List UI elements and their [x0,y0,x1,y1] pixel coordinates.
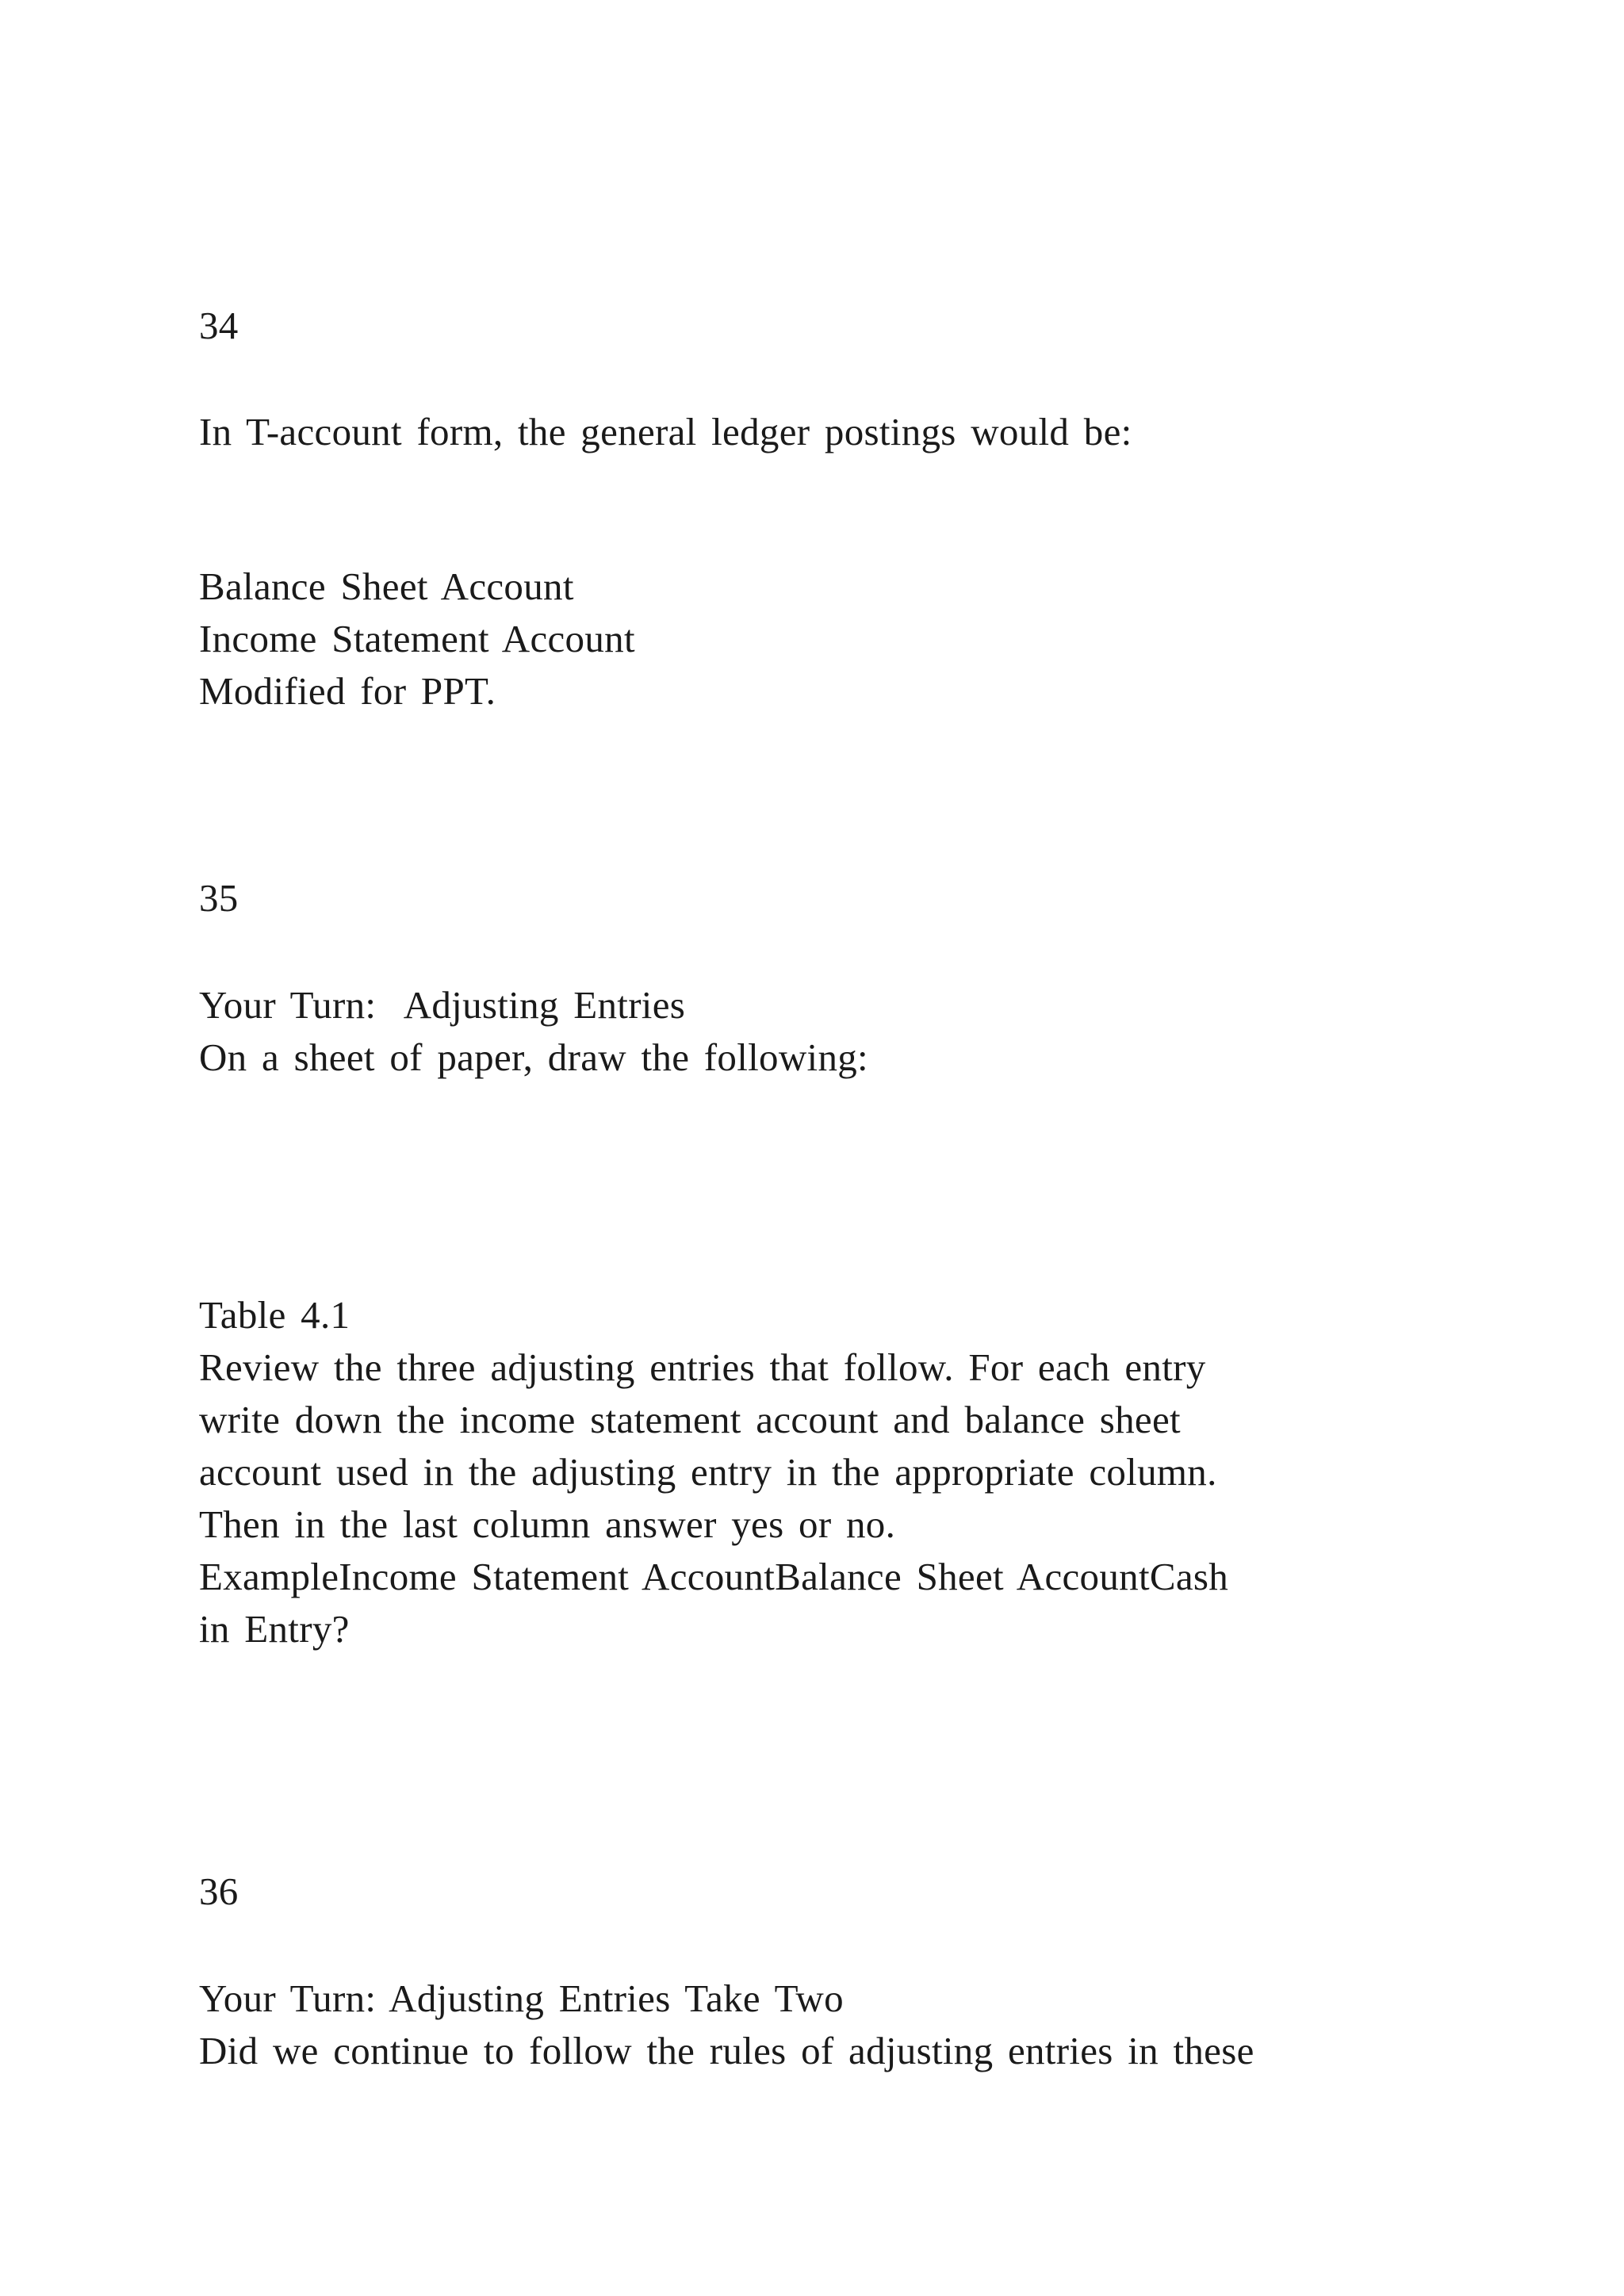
slide-36-text: Did we continue to follow the rules of adjusting entries in these [199,2029,1254,2072]
table-label: Table 4.1 [199,1293,350,1337]
slide-35-table-header-line: in Entry? [199,1607,350,1651]
slide-35-paragraph-line: Review the three adjusting entries that follow. For each entry [199,1345,1206,1389]
balance-sheet-account-label: Balance Sheet Account [199,564,574,608]
slide-35-paragraph-line: Then in the last column answer yes or no. [199,1502,896,1546]
slide-35-paragraph-line: write down the income statement account and balance sheet [199,1398,1181,1441]
modified-note: Modified for PPT. [199,669,496,713]
slide-36-title: Your Turn: Adjusting Entries Take Two [199,1976,844,2020]
slide-35-paragraph-line: account used in the adjusting entry in the appropriate column. [199,1450,1217,1494]
slide-35-table-header-line: ExampleIncome Statement AccountBalance Sheet AccountCash [199,1555,1229,1598]
slide-number-36: 36 [199,1869,239,1913]
slide-35-title: Your Turn: Adjusting Entries [199,983,686,1027]
slide-34-intro: In T-account form, the general ledger postings would be: [199,410,1132,453]
slide-35-instruction: On a sheet of paper, draw the following: [199,1035,868,1079]
slide-number-34: 34 [199,304,239,347]
slide-number-35: 35 [199,876,239,920]
income-statement-account-label: Income Statement Account [199,617,635,660]
